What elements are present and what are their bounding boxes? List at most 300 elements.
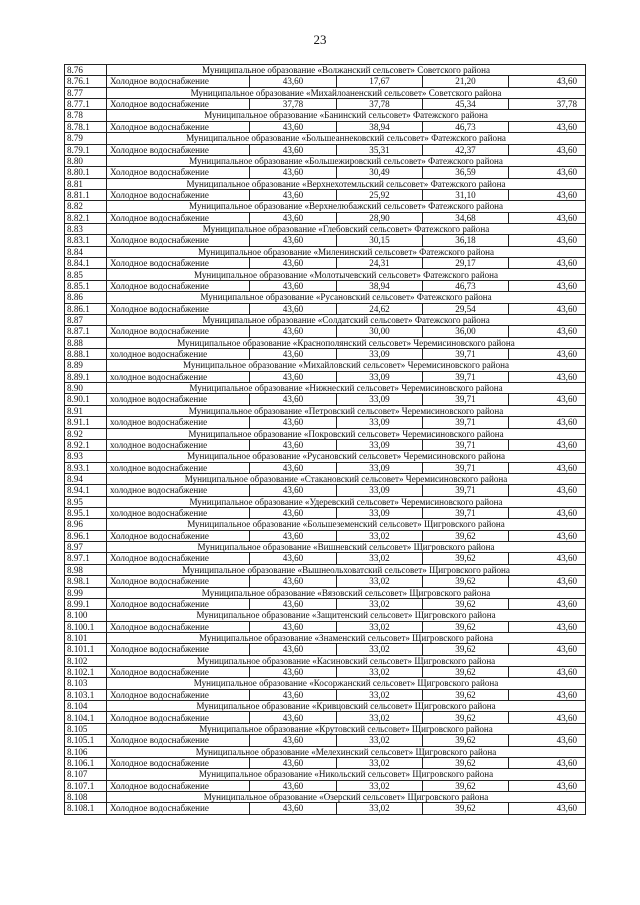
section-header-row (65, 723, 586, 734)
tariff-value-cell: 43,60 (250, 485, 337, 496)
municipality-title-cell: Муниципальное образование «Нижнеский сельсовет» Черемисиновского района (107, 383, 586, 394)
row-number-cell: 8.101 (65, 632, 107, 643)
section-header-row (65, 451, 586, 462)
row-number-cell: 8.91.1 (65, 417, 107, 428)
service-name-cell: холодное водоснабжение (107, 371, 250, 382)
tariff-value-cell: 39,62 (423, 667, 509, 678)
row-number-cell: 8.76.1 (65, 76, 107, 87)
tariff-value-cell: 43,60 (509, 371, 586, 382)
row-number-cell: 8.93 (65, 451, 107, 462)
row-number-cell: 8.97.1 (65, 553, 107, 564)
section-header-row (65, 155, 586, 166)
tariff-value-cell: 43,60 (250, 326, 337, 337)
tariff-value-cell: 43,60 (250, 258, 337, 269)
section-header-row (65, 224, 586, 235)
row-number-cell: 8.92.1 (65, 439, 107, 450)
tariff-value-cell: 43,60 (509, 439, 586, 450)
service-name-cell: холодное водоснабжение (107, 462, 250, 473)
tariff-table (64, 64, 586, 815)
municipality-title-cell: Муниципальное образование «Солдатский сельсовет» Фатежского района (107, 314, 586, 325)
service-name-cell: Холодное водоснабжение (107, 780, 250, 791)
table-row (65, 212, 586, 223)
service-name-cell: Холодное водоснабжение (107, 258, 250, 269)
row-number-cell: 8.82.1 (65, 212, 107, 223)
row-number-cell: 8.100.1 (65, 621, 107, 632)
row-number-cell: 8.78 (65, 110, 107, 121)
table-row (65, 803, 586, 814)
tariff-value-cell: 43,60 (509, 757, 586, 768)
table-row (65, 598, 586, 609)
section-header-row (65, 405, 586, 416)
tariff-value-cell: 43,60 (250, 189, 337, 200)
section-header-row (65, 632, 586, 643)
tariff-value-cell: 43,60 (509, 303, 586, 314)
municipality-title-cell: Муниципальное образование «Большежировский сельсовет» Фатежского района (107, 155, 586, 166)
row-number-cell: 8.85 (65, 269, 107, 280)
tariff-value-cell: 33,02 (337, 530, 423, 541)
table-row (65, 121, 586, 132)
tariff-value-cell: 29,17 (423, 258, 509, 269)
table-row (65, 508, 586, 519)
service-name-cell: Холодное водоснабжение (107, 76, 250, 87)
section-header-row (65, 337, 586, 348)
municipality-title-cell: Муниципальное образование «Большеземенский сельсовет» Щигровского района (107, 519, 586, 530)
table-row (65, 326, 586, 337)
tariff-value-cell: 37,78 (509, 99, 586, 110)
row-number-cell: 8.94 (65, 473, 107, 484)
section-header-row (65, 769, 586, 780)
municipality-title-cell: Муниципальное образование «Русановский сельсовет» Черемисиновского района (107, 451, 586, 462)
municipality-title-cell: Муниципальное образование «Защитенский сельсовет» Щигровского района (107, 610, 586, 621)
municipality-title-cell: Муниципальное образование «Русановский сельсовет» Фатежского района (107, 292, 586, 303)
row-number-cell: 8.86 (65, 292, 107, 303)
row-number-cell: 8.104.1 (65, 712, 107, 723)
tariff-value-cell: 33,02 (337, 735, 423, 746)
tariff-value-cell: 39,62 (423, 530, 509, 541)
tariff-value-cell: 39,62 (423, 576, 509, 587)
row-number-cell: 8.90.1 (65, 394, 107, 405)
service-name-cell: Холодное водоснабжение (107, 735, 250, 746)
section-header-row (65, 678, 586, 689)
row-number-cell: 8.103 (65, 678, 107, 689)
municipality-title-cell: Муниципальное образование «Михайловский сельсовет» Черемисиновского района (107, 360, 586, 371)
tariff-value-cell: 33,09 (337, 417, 423, 428)
tariff-value-cell: 43,60 (250, 121, 337, 132)
section-header-row (65, 201, 586, 212)
row-number-cell: 8.98.1 (65, 576, 107, 587)
table-row (65, 576, 586, 587)
tariff-value-cell: 43,60 (509, 735, 586, 746)
tariff-value-cell: 45,34 (423, 99, 509, 110)
municipality-title-cell: Муниципальное образование «Вышнеольховатский сельсовет» Щигровского района (107, 564, 586, 575)
tariff-value-cell: 39,62 (423, 712, 509, 723)
row-number-cell: 8.90 (65, 383, 107, 394)
service-name-cell: Холодное водоснабжение (107, 644, 250, 655)
tariff-value-cell: 39,71 (423, 439, 509, 450)
tariff-value-cell: 36,18 (423, 235, 509, 246)
table-row (65, 462, 586, 473)
tariff-value-cell: 43,60 (250, 235, 337, 246)
row-number-cell: 8.83.1 (65, 235, 107, 246)
section-header-row (65, 178, 586, 189)
section-header-row (65, 246, 586, 257)
section-header-row (65, 269, 586, 280)
table-row (65, 394, 586, 405)
tariff-value-cell: 33,02 (337, 712, 423, 723)
row-number-cell: 8.95.1 (65, 508, 107, 519)
tariff-value-cell: 33,09 (337, 439, 423, 450)
tariff-value-cell: 43,60 (509, 348, 586, 359)
tariff-table-body (65, 65, 586, 815)
tariff-value-cell: 43,60 (509, 189, 586, 200)
row-number-cell: 8.102.1 (65, 667, 107, 678)
tariff-value-cell: 30,15 (337, 235, 423, 246)
tariff-value-cell: 43,60 (250, 621, 337, 632)
service-name-cell: Холодное водоснабжение (107, 803, 250, 814)
service-name-cell: холодное водоснабжение (107, 348, 250, 359)
municipality-title-cell: Муниципальное образование «Глебовский сельсовет» Фатежского района (107, 224, 586, 235)
row-number-cell: 8.88.1 (65, 348, 107, 359)
row-number-cell: 8.88 (65, 337, 107, 348)
municipality-title-cell: Муниципальное образование «Банинский сельсовет» Фатежского района (107, 110, 586, 121)
section-header-row (65, 110, 586, 121)
row-number-cell: 8.96.1 (65, 530, 107, 541)
table-row (65, 371, 586, 382)
tariff-value-cell: 33,09 (337, 348, 423, 359)
section-header-row (65, 383, 586, 394)
municipality-title-cell: Муниципальное образование «Миленинский сельсовет» Фатежского района (107, 246, 586, 257)
service-name-cell: Холодное водоснабжение (107, 530, 250, 541)
tariff-value-cell: 25,92 (337, 189, 423, 200)
service-name-cell: Холодное водоснабжение (107, 167, 250, 178)
table-row (65, 280, 586, 291)
table-row (65, 189, 586, 200)
tariff-value-cell: 43,60 (250, 303, 337, 314)
tariff-value-cell: 43,60 (250, 371, 337, 382)
service-name-cell: Холодное водоснабжение (107, 189, 250, 200)
row-number-cell: 8.106.1 (65, 757, 107, 768)
tariff-value-cell: 33,02 (337, 576, 423, 587)
tariff-value-cell: 43,60 (250, 780, 337, 791)
tariff-value-cell: 43,60 (509, 485, 586, 496)
tariff-value-cell: 39,62 (423, 757, 509, 768)
tariff-value-cell: 39,62 (423, 644, 509, 655)
municipality-title-cell: Муниципальное образование «Большеаннековский сельсовет» Фатежского района (107, 133, 586, 144)
municipality-title-cell: Муниципальное образование «Верхнехотемльский сельсовет» Фатежского района (107, 178, 586, 189)
section-header-row (65, 360, 586, 371)
tariff-value-cell: 43,60 (509, 598, 586, 609)
row-number-cell: 8.102 (65, 655, 107, 666)
section-header-row (65, 746, 586, 757)
service-name-cell: Холодное водоснабжение (107, 280, 250, 291)
tariff-value-cell: 39,62 (423, 553, 509, 564)
tariff-value-cell: 39,71 (423, 508, 509, 519)
tariff-value-cell: 29,54 (423, 303, 509, 314)
table-row (65, 485, 586, 496)
section-header-row (65, 428, 586, 439)
tariff-value-cell: 39,71 (423, 348, 509, 359)
tariff-value-cell: 33,09 (337, 394, 423, 405)
row-number-cell: 8.97 (65, 542, 107, 553)
tariff-value-cell: 43,60 (509, 280, 586, 291)
tariff-value-cell: 34,68 (423, 212, 509, 223)
row-number-cell: 8.87 (65, 314, 107, 325)
tariff-value-cell: 39,62 (423, 780, 509, 791)
municipality-title-cell: Муниципальное образование «Удеревский сельсовет» Черемисиновского района (107, 496, 586, 507)
tariff-value-cell: 43,60 (509, 121, 586, 132)
row-number-cell: 8.81.1 (65, 189, 107, 200)
row-number-cell: 8.95 (65, 496, 107, 507)
tariff-value-cell: 33,02 (337, 757, 423, 768)
tariff-value-cell: 33,02 (337, 621, 423, 632)
tariff-value-cell: 28,90 (337, 212, 423, 223)
section-header-row (65, 87, 586, 98)
service-name-cell: холодное водоснабжение (107, 394, 250, 405)
table-row (65, 689, 586, 700)
table-row (65, 553, 586, 564)
row-number-cell: 8.91 (65, 405, 107, 416)
tariff-value-cell: 43,60 (250, 735, 337, 746)
table-row (65, 621, 586, 632)
row-number-cell: 8.93.1 (65, 462, 107, 473)
service-name-cell: Холодное водоснабжение (107, 326, 250, 337)
row-number-cell: 8.86.1 (65, 303, 107, 314)
tariff-value-cell: 43,60 (250, 644, 337, 655)
section-header-row (65, 587, 586, 598)
tariff-value-cell: 17,67 (337, 76, 423, 87)
table-row (65, 439, 586, 450)
table-row (65, 258, 586, 269)
row-number-cell: 8.94.1 (65, 485, 107, 496)
municipality-title-cell: Муниципальное образование «Крутовский сельсовет» Щигровского района (107, 723, 586, 734)
tariff-value-cell: 43,60 (250, 76, 337, 87)
municipality-title-cell: Муниципальное образование «Краснополянский сельсовет» Черемисиновского района (107, 337, 586, 348)
row-number-cell: 8.99 (65, 587, 107, 598)
tariff-value-cell: 39,62 (423, 621, 509, 632)
tariff-value-cell: 43,60 (509, 76, 586, 87)
table-row (65, 99, 586, 110)
row-number-cell: 8.89.1 (65, 371, 107, 382)
service-name-cell: Холодное водоснабжение (107, 144, 250, 155)
tariff-value-cell: 33,09 (337, 462, 423, 473)
tariff-value-cell: 43,60 (509, 462, 586, 473)
tariff-value-cell: 43,60 (509, 689, 586, 700)
row-number-cell: 8.103.1 (65, 689, 107, 700)
tariff-value-cell: 43,60 (509, 621, 586, 632)
tariff-value-cell: 46,73 (423, 121, 509, 132)
tariff-value-cell: 43,60 (509, 553, 586, 564)
row-number-cell: 8.87.1 (65, 326, 107, 337)
row-number-cell: 8.78.1 (65, 121, 107, 132)
municipality-title-cell: Муниципальное образование «Вязовский сельсовет» Щигровского района (107, 587, 586, 598)
row-number-cell: 8.96 (65, 519, 107, 530)
table-row (65, 780, 586, 791)
tariff-value-cell: 37,78 (337, 99, 423, 110)
tariff-value-cell: 43,60 (250, 712, 337, 723)
tariff-value-cell: 39,71 (423, 394, 509, 405)
tariff-value-cell: 43,60 (509, 667, 586, 678)
tariff-value-cell: 43,60 (250, 394, 337, 405)
tariff-value-cell: 33,09 (337, 508, 423, 519)
section-header-row (65, 519, 586, 530)
row-number-cell: 8.99.1 (65, 598, 107, 609)
row-number-cell: 8.92 (65, 428, 107, 439)
municipality-title-cell: Муниципальное образование «Знаменский сельсовет» Щигровского района (107, 632, 586, 643)
tariff-value-cell: 24,31 (337, 258, 423, 269)
table-row (65, 235, 586, 246)
tariff-value-cell: 39,71 (423, 485, 509, 496)
table-row (65, 530, 586, 541)
row-number-cell: 8.107.1 (65, 780, 107, 791)
tariff-value-cell: 33,09 (337, 371, 423, 382)
row-number-cell: 8.82 (65, 201, 107, 212)
tariff-value-cell: 39,62 (423, 598, 509, 609)
tariff-value-cell: 43,60 (509, 803, 586, 814)
row-number-cell: 8.81 (65, 178, 107, 189)
row-number-cell: 8.89 (65, 360, 107, 371)
tariff-value-cell: 43,60 (250, 689, 337, 700)
row-number-cell: 8.77 (65, 87, 107, 98)
service-name-cell: Холодное водоснабжение (107, 303, 250, 314)
row-number-cell: 8.76 (65, 65, 107, 76)
tariff-value-cell: 43,60 (250, 417, 337, 428)
municipality-title-cell: Муниципальное образование «Никольский сельсовет» Щигровского района (107, 769, 586, 780)
tariff-value-cell: 21,20 (423, 76, 509, 87)
section-header-row (65, 292, 586, 303)
municipality-title-cell: Муниципальное образование «Молотычевский сельсовет» Фатежского района (107, 269, 586, 280)
row-number-cell: 8.98 (65, 564, 107, 575)
municipality-title-cell: Муниципальное образование «Петровский сельсовет» Черемисиновского района (107, 405, 586, 416)
section-header-row (65, 701, 586, 712)
tariff-value-cell: 33,09 (337, 485, 423, 496)
table-row (65, 417, 586, 428)
row-number-cell: 8.80.1 (65, 167, 107, 178)
tariff-value-cell: 39,71 (423, 462, 509, 473)
tariff-value-cell: 24,62 (337, 303, 423, 314)
table-row (65, 757, 586, 768)
section-header-row (65, 314, 586, 325)
row-number-cell: 8.105.1 (65, 735, 107, 746)
page-number: 23 (313, 32, 327, 47)
section-header-row (65, 542, 586, 553)
row-number-cell: 8.104 (65, 701, 107, 712)
row-number-cell: 8.101.1 (65, 644, 107, 655)
tariff-value-cell: 43,60 (509, 712, 586, 723)
tariff-value-cell: 39,71 (423, 417, 509, 428)
row-number-cell: 8.79.1 (65, 144, 107, 155)
tariff-value-cell: 31,10 (423, 189, 509, 200)
row-number-cell: 8.108.1 (65, 803, 107, 814)
service-name-cell: Холодное водоснабжение (107, 598, 250, 609)
municipality-title-cell: Муниципальное образование «Мелехинский сельсовет» Щигровского района (107, 746, 586, 757)
service-name-cell: Холодное водоснабжение (107, 667, 250, 678)
section-header-row (65, 473, 586, 484)
tariff-value-cell: 33,02 (337, 803, 423, 814)
tariff-value-cell: 43,60 (509, 167, 586, 178)
row-number-cell: 8.105 (65, 723, 107, 734)
tariff-value-cell: 35,31 (337, 144, 423, 155)
municipality-title-cell: Муниципальное образование «Михайлоаненский сельсовет» Советского района (107, 87, 586, 98)
tariff-value-cell: 43,60 (250, 167, 337, 178)
section-header-row (65, 496, 586, 507)
row-number-cell: 8.85.1 (65, 280, 107, 291)
tariff-value-cell: 42,37 (423, 144, 509, 155)
table-row (65, 712, 586, 723)
row-number-cell: 8.77.1 (65, 99, 107, 110)
tariff-value-cell: 33,02 (337, 644, 423, 655)
row-number-cell: 8.80 (65, 155, 107, 166)
service-name-cell: Холодное водоснабжение (107, 576, 250, 587)
tariff-value-cell: 43,60 (509, 508, 586, 519)
row-number-cell: 8.83 (65, 224, 107, 235)
tariff-value-cell: 43,60 (509, 576, 586, 587)
service-name-cell: Холодное водоснабжение (107, 212, 250, 223)
tariff-value-cell: 39,62 (423, 803, 509, 814)
tariff-value-cell: 43,60 (250, 462, 337, 473)
section-header-row (65, 792, 586, 803)
tariff-value-cell: 43,60 (509, 326, 586, 337)
tariff-value-cell: 43,60 (250, 598, 337, 609)
tariff-value-cell: 43,60 (250, 530, 337, 541)
municipality-title-cell: Муниципальное образование «Касиновский сельсовет» Щигровского района (107, 655, 586, 666)
row-number-cell: 8.108 (65, 792, 107, 803)
section-header-row (65, 655, 586, 666)
service-name-cell: Холодное водоснабжение (107, 621, 250, 632)
tariff-value-cell: 43,60 (250, 212, 337, 223)
municipality-title-cell: Муниципальное образование «Стакановский сельсовет» Черемисиновского района (107, 473, 586, 484)
tariff-value-cell: 33,02 (337, 689, 423, 700)
tariff-value-cell: 36,59 (423, 167, 509, 178)
tariff-value-cell: 33,02 (337, 598, 423, 609)
municipality-title-cell: Муниципальное образование «Вишневский сельсовет» Щигровского района (107, 542, 586, 553)
table-row (65, 348, 586, 359)
tariff-value-cell: 43,60 (509, 394, 586, 405)
tariff-value-cell: 39,62 (423, 689, 509, 700)
tariff-value-cell: 43,60 (509, 417, 586, 428)
tariff-value-cell: 43,60 (509, 212, 586, 223)
tariff-value-cell: 43,60 (509, 530, 586, 541)
municipality-title-cell: Муниципальное образование «Озерский сельсовет» Щигровского района (107, 792, 586, 803)
municipality-title-cell: Муниципальное образование «Верхнелюбажский сельсовет» Фатежского района (107, 201, 586, 212)
tariff-value-cell: 33,02 (337, 780, 423, 791)
service-name-cell: Холодное водоснабжение (107, 99, 250, 110)
tariff-value-cell: 43,60 (250, 439, 337, 450)
tariff-value-cell: 43,60 (250, 280, 337, 291)
section-header-row (65, 65, 586, 76)
tariff-value-cell: 36,00 (423, 326, 509, 337)
tariff-value-cell: 43,60 (250, 553, 337, 564)
tariff-value-cell: 46,73 (423, 280, 509, 291)
tariff-value-cell: 38,94 (337, 280, 423, 291)
municipality-title-cell: Муниципальное образование «Косоржанский сельсовет» Щигровского района (107, 678, 586, 689)
tariff-value-cell: 43,60 (509, 258, 586, 269)
table-row (65, 76, 586, 87)
tariff-value-cell: 43,60 (509, 144, 586, 155)
tariff-value-cell: 33,02 (337, 667, 423, 678)
service-name-cell: Холодное водоснабжение (107, 757, 250, 768)
service-name-cell: Холодное водоснабжение (107, 712, 250, 723)
row-number-cell: 8.107 (65, 769, 107, 780)
tariff-value-cell: 43,60 (250, 508, 337, 519)
tariff-value-cell: 43,60 (250, 757, 337, 768)
tariff-value-cell: 43,60 (250, 144, 337, 155)
municipality-title-cell: Муниципальное образование «Волжанский сельсовет» Советского района (107, 65, 586, 76)
table-row (65, 167, 586, 178)
tariff-value-cell: 39,62 (423, 735, 509, 746)
tariff-value-cell: 43,60 (250, 348, 337, 359)
service-name-cell: холодное водоснабжение (107, 417, 250, 428)
tariff-value-cell: 43,60 (509, 780, 586, 791)
